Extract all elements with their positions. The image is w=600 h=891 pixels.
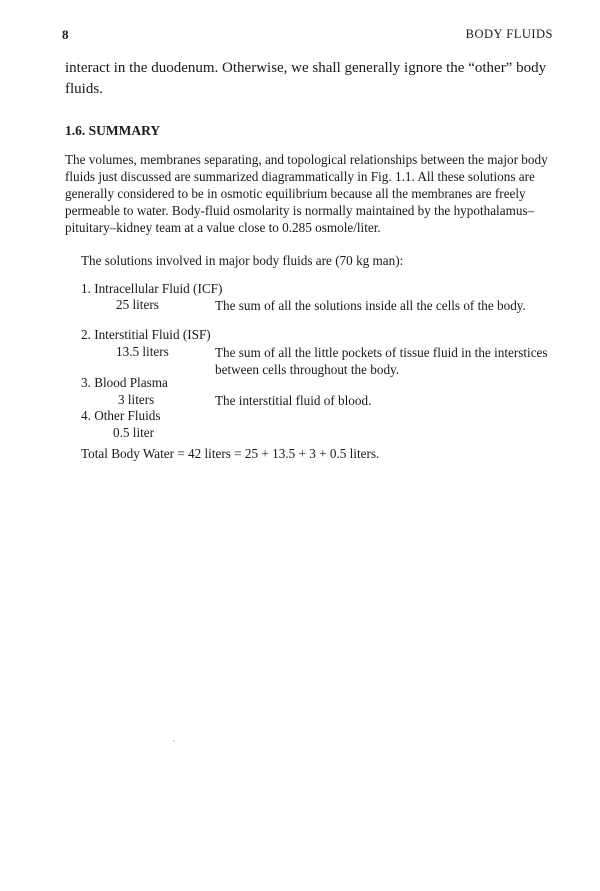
fluid-item-title: 3. Blood Plasma (81, 375, 168, 390)
summary-paragraph (65, 151, 553, 236)
continuation-paragraph (65, 58, 553, 100)
page-header (62, 27, 553, 43)
fluid-item-volume: 25 liters (116, 297, 159, 312)
fluid-item-title: 2. Interstitial Fluid (ISF) (81, 327, 211, 342)
fluid-item-description: The sum of all the solutions inside all the cells of the body. (215, 298, 526, 313)
page-number: 8 (62, 27, 69, 42)
section-title: 1.6. SUMMARY (65, 123, 161, 138)
fluids-intro: The solutions involved in major body fluids are (70 kg man): (81, 253, 404, 268)
continuation-text: interact in the duodenum. Otherwise, we shall generally ignore the “other” body fluids. (65, 60, 547, 97)
fluid-item-volume: 0.5 liter (113, 425, 155, 440)
fluid-item-title: 1. Intracellular Fluid (ICF) (81, 281, 223, 296)
fluid-item-description: The interstitial fluid of blood. (215, 393, 372, 408)
running-head: BODY FLUIDS (465, 27, 553, 41)
summary-text: The volumes, membranes separating, and topological relationships between the major body fluids just discussed are summarized diagrammatically in Fig. 1.1. All these solutions are generally considered to be in osmotic equilibrium because all the membranes are freely permeable to water. Body-fluid osmolarity is normally maintained by the hypothalamus–pituitary–kidney team at a value close to 0.285 osmole/liter. (65, 152, 548, 235)
fluid-item-description: The sum of all the little pockets of tissue fluid in the interstices between cells throughout the body. (215, 345, 548, 377)
scan-speck (173, 740, 175, 742)
fluid-item-title: 4. Other Fluids (81, 408, 161, 423)
total-body-water: Total Body Water = 42 liters = 25 + 13.5 + 3 + 0.5 liters. (81, 446, 380, 461)
fluid-item-volume: 13.5 liters (116, 344, 169, 359)
fluid-item-volume: 3 liters (118, 392, 155, 407)
